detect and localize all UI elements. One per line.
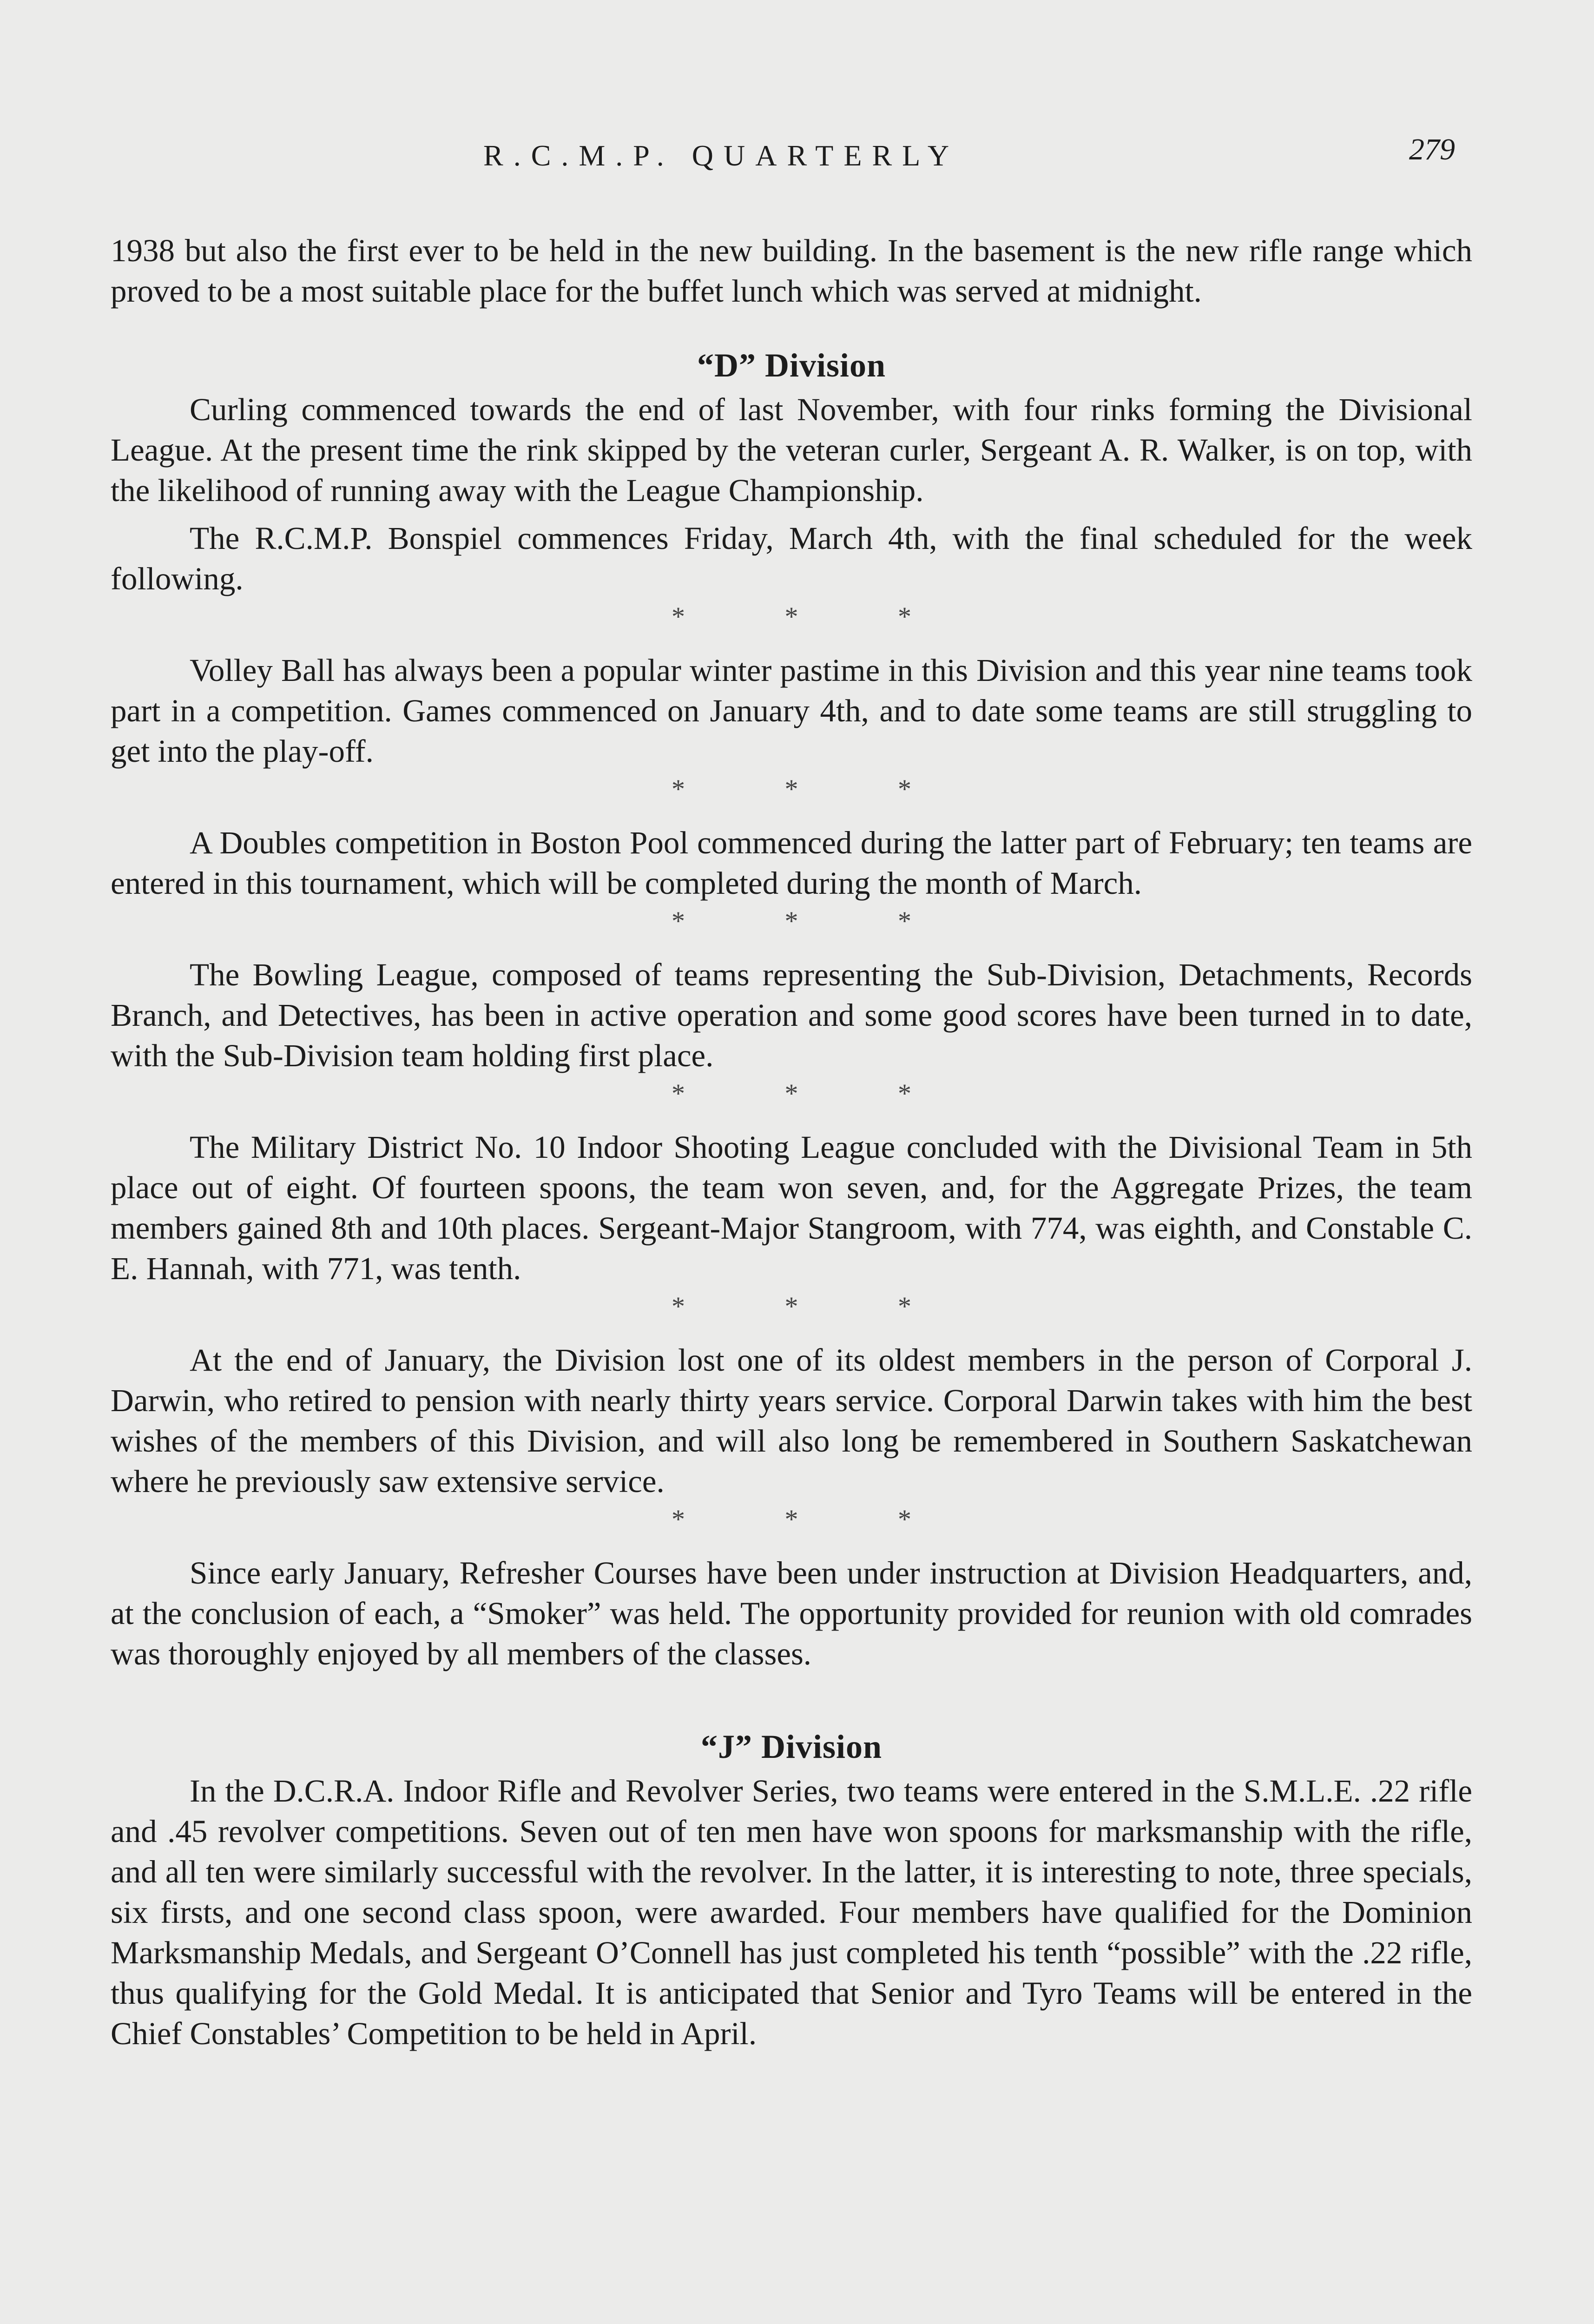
paragraph-bonspiel: The R.C.M.P. Bonspiel commences Friday, March 4th, with the final scheduled for the week following. <box>111 521 1472 596</box>
paragraph-corporal-darwin: At the end of January, the Division lost one of its oldest members in the person of Corporal J. Darwin, who retired to pension with nearly thirty years service. Corporal Darwin takes with him the best wishes of the members of this Division, and will also long be remembered in Southern Saskatchewan where he previously saw extensive service. <box>111 1342 1472 1499</box>
intro-paragraph: 1938 but also the first ever to be held in the new building. In the basement is the new rifle range which proved to be a most suitable place for the buffet lunch which was served at midnight. <box>111 233 1472 309</box>
paragraph-refresher-courses: Since early January, Refresher Courses have been under instruction at Division Headquarters, and, at the conclusion of each, a “Smoker” was held. The opportunity provided for reunion with old comrades was thoroughly enjoyed by all members of the classes. <box>111 1555 1472 1671</box>
separator-stars: * * * <box>672 1078 911 1109</box>
separator-stars: * * * <box>672 1291 911 1321</box>
section-heading-d-division: “D” Division <box>697 347 886 384</box>
paragraph-shooting-league: The Military District No. 10 Indoor Shooting League concluded with the Divisional Team in 5th place out of eight. Of fourteen spoons, the team won seven, and, for the Aggregate Prizes, the team members gained 8th and 10th places. Sergeant-Major Stangroom, with 774, was eighth, and Constable C. E. Hannah, with 771, was tenth. <box>111 1129 1472 1286</box>
paragraph-curling: Curling commenced towards the end of last November, with four rinks forming the Divisional League. At the present time the rink skipped by the veteran curler, Sergeant A. R. Walker, is on top, with the likelihood of running away with the League Championship. <box>111 392 1472 508</box>
paragraph-bowling-league: The Bowling League, composed of teams representing the Sub-Division, Detachments, Records Branch, and Detectives, has been in active operation and some good scores have been turned in to date, with the Sub-Division team holding first place. <box>111 957 1472 1073</box>
separator-stars: * * * <box>672 906 911 936</box>
running-head: R.C.M.P. QUARTERLY <box>483 139 960 172</box>
page-number: 279 <box>1409 132 1455 166</box>
paragraph-boston-pool: A Doubles competition in Boston Pool commenced during the latter part of February; ten teams are entered in this tournament, which will be completed during the month of March. <box>111 825 1472 901</box>
separator-stars: * * * <box>672 601 911 632</box>
paragraph-volley-ball: Volley Ball has always been a popular winter pastime in this Division and this year nine teams took part in a competition. Games commenced on January 4th, and to date some teams are still struggling to get into the play-off. <box>111 653 1472 769</box>
separator-stars: * * * <box>672 774 911 804</box>
section-heading-j-division: “J” Division <box>700 1728 883 1765</box>
separator-stars: * * * <box>672 1504 911 1534</box>
page-body <box>111 231 1472 2054</box>
paragraph-dcra-series: In the D.C.R.A. Indoor Rifle and Revolver Series, two teams were entered in the S.M.L.E. .22 rifle and .45 revolver competitions. Seven out of ten men have won spoons for marksmanship with the rifle, and all ten were similarly successful with the revolver. In the latter, it is interesting to note, three specials, six firsts, and one second class spoon, were awarded. Four members have qualified for the Dominion Marksmanship Medals, and Sergeant O’Connell has just completed his tenth “possible” with the .22 rifle, thus qualifying for the Gold Medal. It is anticipated that Senior and Tyro Teams will be entered in the Chief Constables’ Competition to be held in April. <box>111 1773 1472 2051</box>
